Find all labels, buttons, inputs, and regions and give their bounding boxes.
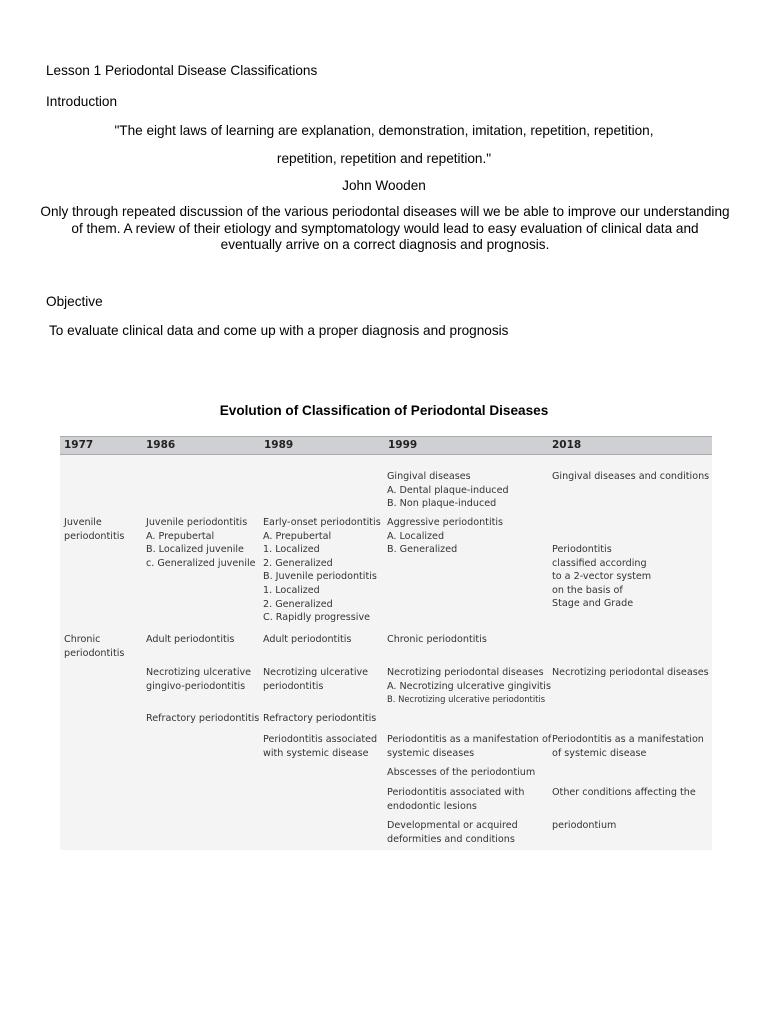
quote-author: John Wooden — [342, 178, 426, 193]
header-1977: 1977 — [64, 439, 94, 451]
header-1989: 1989 — [264, 439, 294, 451]
cell-1989-early-onset: Early-onset periodontitis A. Prepubertal 1. Localized 2. Generalized B. Juvenile periodontitis 1. Localized 2. Generalized C. Rapidly progressive — [263, 517, 381, 624]
cell-1977-chronic: Chronic periodontitis — [64, 634, 125, 659]
intro-paragraph: Only through repeated discussion of the various periodontal diseases will we be able to improve our understanding of them. A review of their etiology and symptomatology would lead to easy evaluation of clinical data and eventually arrive on a correct diagnosis and prognosis. — [40, 204, 730, 252]
cell-2018-other-conditions: Other conditions affecting the — [552, 787, 696, 798]
cell-1999-abscesses: Abscesses of the periodontium — [387, 767, 536, 778]
cell-2018-periodontitis: Periodontitis classified according to a 2-vector system on the basis of Stage and Grade — [552, 544, 652, 610]
cell-1999-endodontic: Periodontitis associated with endodontic lesions — [387, 787, 525, 812]
quote-line-1: "The eight laws of learning are explanation, demonstration, imitation, repetition, repetition, — [114, 123, 654, 138]
cell-1989-refractory: Refractory periodontitis — [263, 713, 377, 724]
objective-heading: Objective — [46, 294, 103, 309]
classification-table — [60, 436, 712, 850]
cell-1986-juvenile: Juvenile periodontitis A. Prepubertal B. Localized juvenile c. Generalized juvenile — [146, 517, 256, 569]
cell-1999-systemic: Periodontitis as a manifestation of systemic diseases — [387, 734, 552, 759]
table-title: Evolution of Classification of Periodontal Diseases — [219, 403, 549, 418]
cell-1989-systemic: Periodontitis associated with systemic disease — [263, 734, 378, 759]
cell-1999-gingival: Gingival diseases A. Dental plaque-induced B. Non plaque-induced — [387, 471, 509, 510]
cell-1989-adult: Adult periodontitis — [263, 634, 352, 645]
lesson-title: Lesson 1 Periodontal Disease Classifications — [46, 63, 318, 78]
cell-2018-gingival: Gingival diseases and conditions — [552, 471, 710, 482]
cell-1977-juvenile: Juvenile periodontitis — [64, 517, 125, 542]
cell-2018-systemic: Periodontitis as a manifestation of systemic disease — [552, 734, 704, 759]
table-header-row — [60, 436, 712, 455]
cell-1986-adult: Adult periodontitis — [146, 634, 235, 645]
cell-2018-periodontium: periodontium — [552, 820, 617, 831]
header-1986: 1986 — [146, 439, 176, 451]
introduction-heading: Introduction — [46, 94, 118, 109]
header-1999: 1999 — [388, 439, 418, 451]
quote-line-2: repetition, repetition and repetition." — [276, 151, 492, 166]
cell-1999-developmental: Developmental or acquired deformities and conditions — [387, 820, 518, 845]
cell-2018-necrotizing: Necrotizing periodontal diseases — [552, 667, 709, 678]
cell-1986-necrotizing: Necrotizing ulcerative gingivo-periodontitis — [146, 667, 252, 692]
cell-1989-necrotizing: Necrotizing ulcerative periodontitis — [263, 667, 369, 692]
cell-1999-aggressive: Aggressive periodontitis A. Localized B. Generalized — [387, 517, 504, 556]
header-2018: 2018 — [552, 439, 582, 451]
cell-1986-refractory: Refractory periodontitis — [146, 713, 260, 724]
cell-1999-necrotizing: Necrotizing periodontal diseases A. Necrotizing ulcerative gingivitis B. Necrotizing ulcerative periodontitis — [387, 667, 551, 705]
objective-text: To evaluate clinical data and come up with a proper diagnosis and prognosis — [49, 323, 509, 338]
cell-1999-chronic: Chronic periodontitis — [387, 634, 487, 645]
